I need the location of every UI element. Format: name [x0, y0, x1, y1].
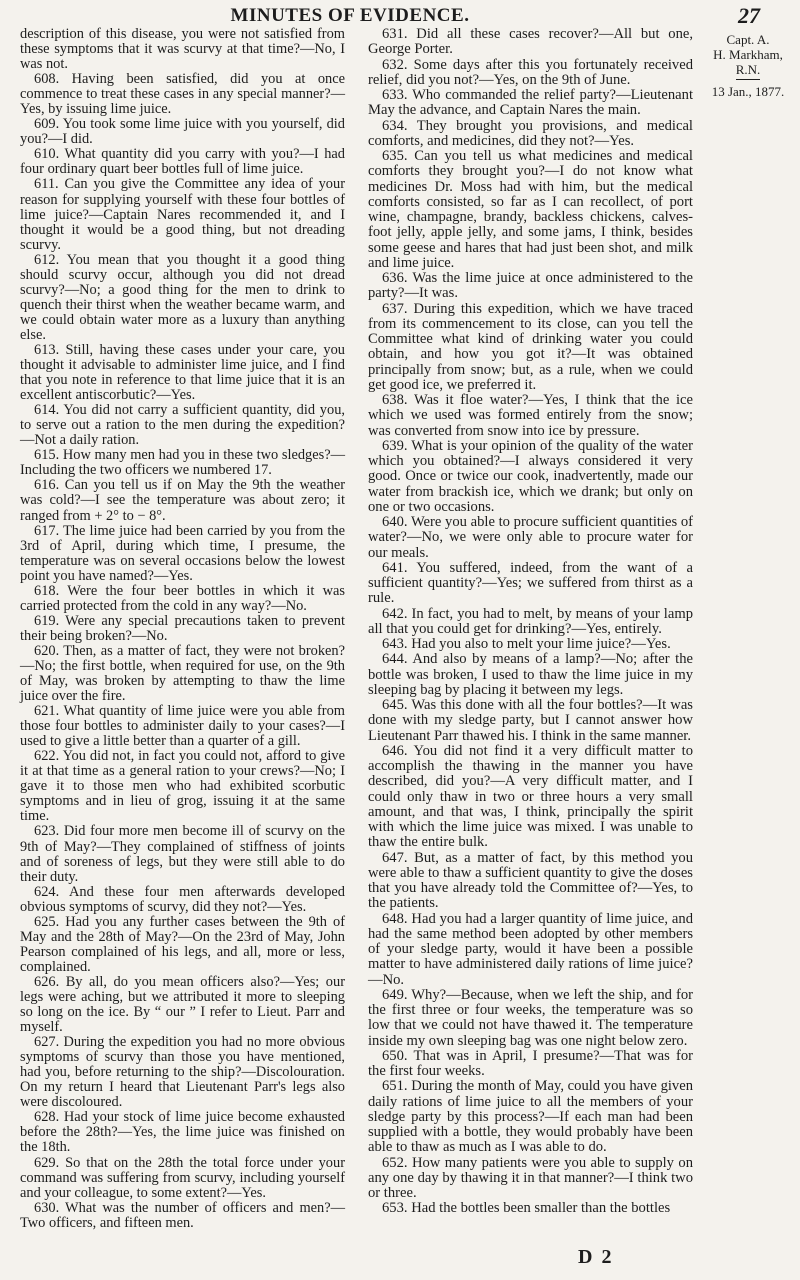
- paragraph: 611. Can you give the Committee any idea of your reason for supplying yourself with these four bottles of lime juice?—Captain Nares recommended it, and I thought it would be a good thing, but not dreading scurvy.: [20, 176, 345, 253]
- paragraph: 627. During the expedition you had no more obvious symptoms of scurvy than those you have mentioned, had you, before returning to the ship?—Discolouration. On my return I heard that Lieutenant Parr's legs also were discoloured.: [20, 1034, 345, 1111]
- witness-name: Capt. A.: [726, 32, 770, 47]
- running-head: MINUTES OF EVIDENCE.: [230, 5, 470, 26]
- paragraph: 629. So that on the 28th the total force under your command was suffering from scurvy, including yourself and your colleague, to some extent?—Yes.: [20, 1154, 345, 1201]
- paragraph: 646. You did not find it a very difficult matter to accomplish the thawing in the manner you have described, did you?—A very difficult matter, and I could only thaw in two or three hours a very small amount, and that was, I think, principally the spirit with which the lime juice was mixed. I was unable to thaw the entire bulk.: [368, 742, 693, 851]
- paragraph: 639. What is your opinion of the quality of the water which you obtained?—I always considered it very good. Once or twice our cook, inadvertently, made our water from brackish ice, which we drank; but only on one or two occasions.: [368, 437, 693, 515]
- paragraph: 622. You did not, in fact you could not, afford to give it at that time as a general ration to your crews?—No; I gave it to those men who had exhibited scorbutic symptoms and in lieu of grog, issuing it at the same time.: [20, 748, 345, 825]
- witness-margin-note: [703, 32, 793, 99]
- paragraph: 638. Was it floe water?—Yes, I think that the ice which we used was formed entirely from the snow; was converted from snow into ice by pressure.: [368, 392, 693, 439]
- paragraph: 647. But, as a matter of fact, by this method you were able to thaw a sufficient quantity to give the doses that you have already told the Committee of?—Yes, to the patients.: [368, 849, 693, 912]
- paragraph: 609. You took some lime juice with you yourself, did you?—I did.: [20, 116, 345, 148]
- paragraph: 643. Had you also to melt your lime juice?—Yes.: [382, 636, 671, 652]
- paragraph: 637. During this expedition, which we have traced from its commencement to its close, can you tell the Committee what kind of drinking water you could obtain, and how you got it?—It was obtained principally from snow; but, as a rule, when we could get good ice, we preferred it.: [368, 300, 693, 393]
- witness-name-2: H. Markham,: [713, 47, 783, 62]
- paragraph: 615. How many men had you in these two sledges?—Including the two officers we numbered 17.: [20, 447, 345, 479]
- paragraph: 645. Was this done with all the four bottles?—It was done with my sledge party, but I cannot answer how Lieutenant Parr thawed his. I think in the same manner.: [368, 697, 693, 744]
- paragraph: 623. Did four more men become ill of scurvy on the 9th of May?—They complained of stiffness of joints and of soreness of legs, but they were still able to do their duty.: [20, 823, 345, 885]
- page-number: 27: [738, 3, 760, 28]
- paragraph: description of this disease, you were not satisfied from these symptoms that it was scurvy at that time?—No, I was not.: [20, 26, 345, 73]
- paragraph: 628. Had your stock of lime juice become exhausted before the 28th?—Yes, the lime juice was finished on the 18th.: [20, 1109, 345, 1156]
- paragraph: 616. Can you tell us if on May the 9th the weather was cold?—I see the temperature was about zero; it ranged from + 2° to − 8°.: [20, 477, 345, 524]
- paragraph: 651. During the month of May, could you have given daily rations of lime juice to all the members of your sledge party by this process?—If each man had been supplied with a bottle, they would probably have been able to thaw as much as I was able to do.: [368, 1078, 693, 1156]
- paragraph: 626. By all, do you mean officers also?—Yes; our legs were aching, but we attributed it more to sleeping so long on the ice. By “ our ” I refer to Lieut. Parr and myself.: [20, 973, 345, 1036]
- paragraph: 642. In fact, you had to melt, by means of your lamp all that you could get for drinking?—Yes, entirely.: [368, 605, 693, 637]
- paragraph: 621. What quantity of lime juice were you able from those four bottles to administer daily to your cases?—I used to give a little better than a quarter of a gill.: [20, 703, 345, 750]
- paragraph: 648. Had you had a larger quantity of lime juice, and had the same method been adopted by other members of your sledge party, would it have been a possible matter to have administered daily rations of lime juice?—No.: [368, 910, 693, 988]
- paragraph: 652. How many patients were you able to supply on any one day by thawing it in that manner?—I think two or three.: [368, 1154, 693, 1201]
- margin-rule: [736, 79, 760, 80]
- paragraph: 617. The lime juice had been carried by you from the 3rd of April, during which time, I presume, the temperature was on several occasions below the lowest point you have named?—Yes.: [20, 522, 345, 584]
- paragraph: 631. Did all these cases recover?—All but one, George Porter.: [368, 26, 693, 58]
- paragraph: 610. What quantity did you carry with you?—I had four ordinary quart beer bottles full of lime juice.: [20, 146, 345, 178]
- paragraph: 650. That was in April, I presume?—That was for the first four weeks.: [368, 1047, 693, 1079]
- paragraph: 620. Then, as a matter of fact, they were not broken?—No; the first bottle, when required for use, on the 9th of May, was broken by attempting to thaw the lime juice over the fire.: [20, 642, 345, 705]
- paragraph: 625. Had you any further cases between the 9th of May and the 28th of May?—On the 23rd of May, John Pearson complained of his legs, and all, more or less, complained.: [20, 913, 345, 975]
- paragraph: 614. You did not carry a sufficient quantity, did you, to serve out a ration to the men during the expedition?—Not a daily ration.: [20, 402, 345, 449]
- paragraph: 630. What was the number of officers and men?—Two officers, and fifteen men.: [20, 1199, 345, 1231]
- paragraph: 653. Had the bottles been smaller than the bottles: [382, 1200, 671, 1217]
- left-column: [20, 27, 345, 1231]
- paragraph: 635. Can you tell us what medicines and medical comforts they brought you?—I do not know what medicines Dr. Moss had with him, but the medical comforts consisted, so far as I can recollect, of port wine, champagne, brandy, backless chickens, calves-foot jelly, apple jelly, and some jams, I think, besides some geese and hares that had just been shot, and milk and lime juice.: [368, 148, 693, 271]
- paragraph: 649. Why?—Because, when we left the ship, and for the first three or four weeks, the temperature was so low that we could not have thawed it. The temperature inside my own sleeping bag was one night below zero.: [368, 986, 693, 1049]
- paragraph: 618. Were the four beer bottles in which it was carried protected from the cold in any way?—No.: [20, 582, 345, 614]
- paragraph: 640. Were you able to procure sufficient quantities of water?—No, we were only able to procure water for our meals.: [368, 514, 693, 561]
- paragraph: 613. Still, having these cases under your care, you thought it advisable to administer lime juice, and I find that you note in reference to that lime juice that it is an excellent antiscorbutic?—Yes.: [20, 341, 345, 404]
- paragraph: 633. Who commanded the relief party?—Lieutenant May the advance, and Captain Nares the main.: [368, 87, 693, 119]
- signature-mark: D 2: [578, 1246, 614, 1268]
- witness-rank: R.N.: [735, 62, 761, 77]
- paragraph: 641. You suffered, indeed, from the want of a sufficient quantity?—Yes; we suffered from thirst as a rule.: [368, 559, 693, 607]
- right-column: [368, 27, 693, 1217]
- paragraph: 619. Were any special precautions taken to prevent their being broken?—No.: [20, 612, 345, 644]
- paragraph: 612. You mean that you thought it a good thing should scurvy occur, although you did not dread scurvy?—No; a good thing for the men to drink to quench their thirst when the weather became warm, and we could obtain water more as a luxury than anything else.: [20, 251, 345, 343]
- paragraph: 608. Having been satisfied, did you at once commence to treat these cases in any special manner?—Yes, by issuing lime juice.: [20, 71, 345, 118]
- paragraph: 632. Some days after this you fortunately received relief, did you not?—Yes, on the 9th of June.: [368, 56, 693, 88]
- evidence-date: 13 Jan., 1877.: [711, 84, 785, 99]
- paragraph: 644. And also by means of a lamp?—No; after the bottle was broken, I used to thaw the lime juice in my sleeping bag by placing it between my legs.: [368, 651, 693, 698]
- paragraph: 634. They brought you provisions, and medical comforts, and medicines, did they not?—Yes.: [368, 117, 693, 149]
- paragraph: 624. And these four men afterwards developed obvious symptoms of scurvy, did they not?—Yes.: [20, 883, 345, 915]
- paragraph: 636. Was the lime juice at once administered to the party?—It was.: [368, 270, 693, 302]
